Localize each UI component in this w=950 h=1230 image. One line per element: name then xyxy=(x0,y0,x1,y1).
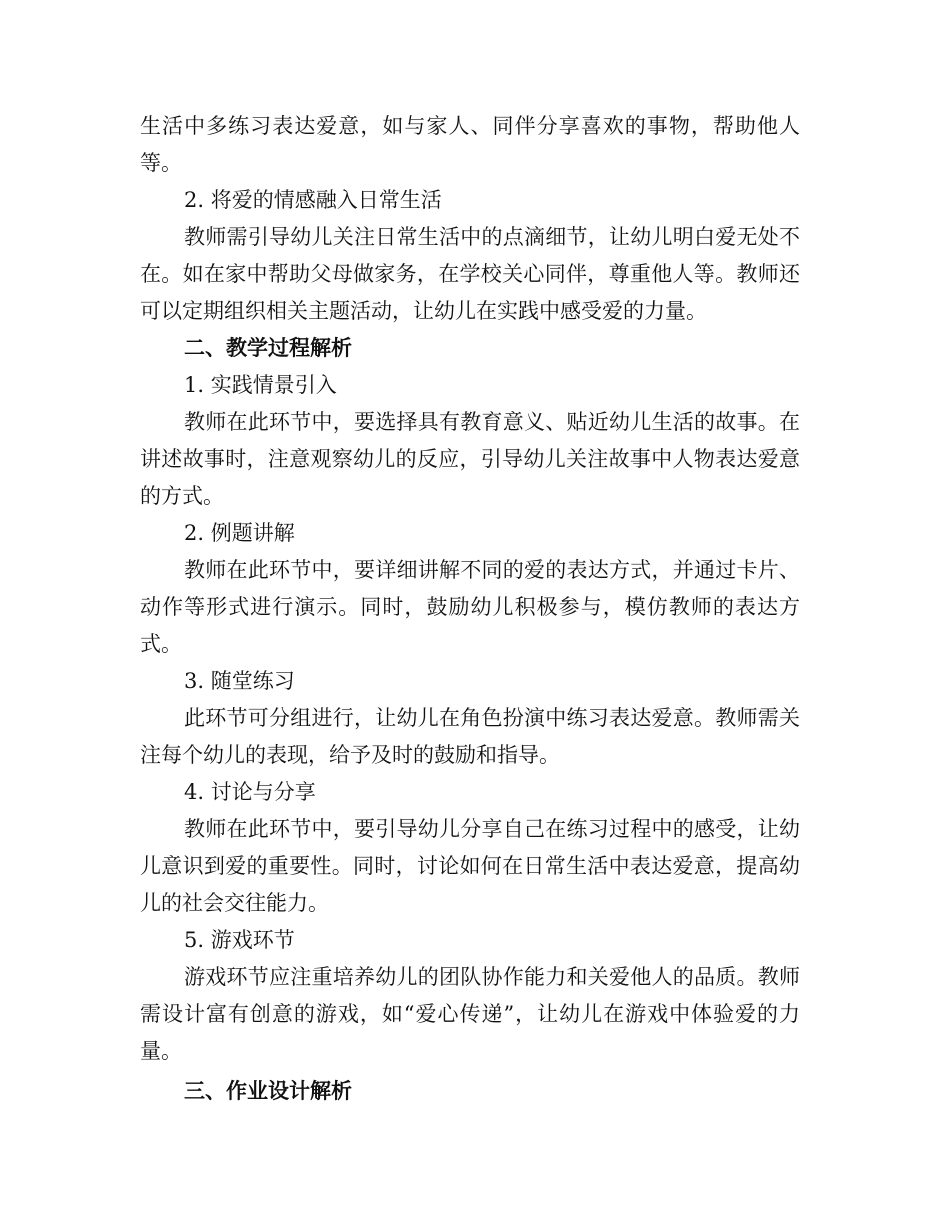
list-item-2-love-in-daily-life: 2. 将爱的情感融入日常生活 xyxy=(184,188,442,212)
paragraph: 教师在此环节中，要选择具有教育意义、贴近幼儿生活的故事。在讲述故事时，注意观察幼儿的反应，引导幼儿关注故事中人物表达爱意的方式。 xyxy=(140,410,800,508)
list-item-4-discussion-sharing: 4. 讨论与分享 xyxy=(184,780,316,804)
list-item-5-game-session: 5. 游戏环节 xyxy=(184,928,295,952)
list-item-3-in-class-practice: 3. 随堂练习 xyxy=(184,669,295,693)
paragraph: 教师需引导幼儿关注日常生活中的点滴细节，让幼儿明白爱无处不在。如在家中帮助父母做家务，在学校关心同伴，尊重他人等。教师还可以定期组织相关主题活动，让幼儿在实践中感受爱的力量。 xyxy=(140,225,800,323)
paragraph: 教师在此环节中，要引导幼儿分享自己在练习过程中的感受，让幼儿意识到爱的重要性。同时，讨论如何在日常生活中表达爱意，提高幼儿的社会交往能力。 xyxy=(140,817,800,915)
section-heading-teaching-process: 二、教学过程解析 xyxy=(184,336,352,360)
paragraph: 此环节可分组进行，让幼儿在角色扮演中练习表达爱意。教师需关注每个幼儿的表现，给予及时的鼓励和指导。 xyxy=(140,706,800,767)
document-body xyxy=(140,108,800,1110)
paragraph: 游戏环节应注重培养幼儿的团队协作能力和关爱他人的品质。教师需设计富有创意的游戏，如“爱心传递”，让幼儿在游戏中体验爱的力量。 xyxy=(140,965,800,1063)
list-item-1-scenario-intro: 1. 实践情景引入 xyxy=(184,373,337,397)
section-heading-homework-design: 三、作业设计解析 xyxy=(184,1079,352,1103)
list-item-2-example-explanation: 2. 例题讲解 xyxy=(184,521,295,545)
paragraph: 教师在此环节中，要详细讲解不同的爱的表达方式，并通过卡片、动作等形式进行演示。同时，鼓励幼儿积极参与，模仿教师的表达方式。 xyxy=(140,558,800,656)
paragraph-continued: 生活中多练习表达爱意，如与家人、同伴分享喜欢的事物，帮助他人等。 xyxy=(140,114,800,175)
